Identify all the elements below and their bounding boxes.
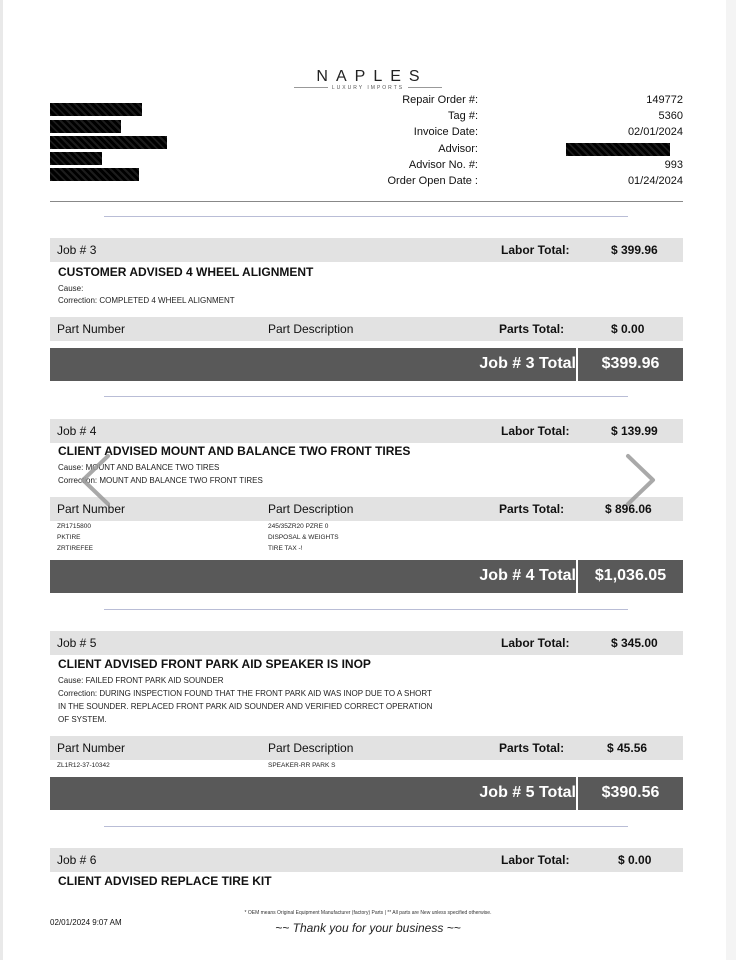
job-5-correction-line: IN THE SOUNDER. REPLACED FRONT PARK AID SOUNDER AND VERIFIED CORRECT OPERATION: [58, 702, 433, 711]
order-open-date-value: 01/24/2024: [627, 175, 683, 187]
part-number-cell: PKTIRE: [57, 534, 81, 541]
job-5-correction-line: Correction: DURING INSPECTION FOUND THAT THE FRONT PARK AID WAS INOP DUE TO A SHORT: [58, 689, 432, 698]
part-description-cell: SPEAKER-RR PARK S: [268, 762, 336, 769]
chevron-left-icon[interactable]: [78, 452, 112, 508]
job-5-parts-total: $ 45.56: [607, 741, 648, 755]
job-5-parts-header: [50, 736, 683, 760]
job-4-total-label: Job # 4 Total: [479, 567, 576, 584]
job-3-title: CUSTOMER ADVISED 4 WHEEL ALIGNMENT: [58, 265, 314, 279]
job-5-total-label: Job # 5 Total: [479, 784, 576, 801]
parts-total-label: Parts Total:: [499, 322, 565, 336]
labor-total-label: Labor Total:: [501, 424, 570, 438]
part-number-cell: ZRTIREFEE: [57, 545, 93, 552]
tag-value: 5360: [658, 110, 683, 122]
footer-note: * OEM means Original Equipment Manufacturer (factory) Parts | ** All parts are New unless specified otherwise.: [244, 910, 492, 916]
job-3-cause: Cause:: [58, 284, 84, 293]
job-4-header: [50, 419, 683, 443]
job-4-total-amount: $1,036.05: [594, 567, 667, 584]
section-divider: [104, 396, 628, 397]
job-5-total-amount: $390.56: [601, 784, 660, 801]
redacted-customer-line: [50, 103, 142, 116]
job-3-number: Job # 3: [57, 243, 97, 257]
job-4-total-bar: [50, 560, 683, 593]
section-divider: [104, 609, 628, 610]
job-4-title: CLIENT ADVISED MOUNT AND BALANCE TWO FRONT TIRES: [58, 444, 411, 458]
job-4-parts-total: $ 896.06: [605, 502, 652, 516]
labor-total-label: Labor Total:: [501, 636, 570, 650]
job-4-cause: Cause: MOUNT AND BALANCE TWO TIRES: [58, 463, 220, 472]
page-edge-right: [726, 0, 736, 960]
job-4-number: Job # 4: [57, 424, 97, 438]
print-timestamp: 02/01/2024 9:07 AM: [50, 918, 122, 927]
redacted-customer-line: [50, 120, 121, 133]
part-description-cell: TIRE TAX -!: [268, 545, 303, 552]
job-5-total-bar: [50, 777, 683, 810]
header-divider: [50, 201, 683, 202]
part-number-cell: ZR1715800: [57, 523, 91, 530]
part-number-cell: ZL1R12-37-10342: [57, 762, 110, 769]
invoice-date-label: Invoice Date:: [413, 126, 478, 138]
dealer-logo: [0, 68, 736, 91]
repair-order-label: Repair Order #:: [402, 94, 478, 106]
job-3-total-amount: $399.96: [601, 355, 660, 372]
job-5-title: CLIENT ADVISED FRONT PARK AID SPEAKER IS INOP: [58, 657, 371, 671]
part-number-header: Part Number: [57, 322, 126, 336]
job-3-header: [50, 238, 683, 262]
job-5-number: Job # 5: [57, 636, 97, 650]
invoice-date-value: 02/01/2024: [627, 126, 683, 138]
part-number-header: Part Number: [57, 502, 126, 516]
job-3-total-bar: [50, 348, 683, 381]
job-3-correction: Correction: COMPLETED 4 WHEEL ALIGNMENT: [58, 296, 235, 305]
page-edge-left: [0, 0, 3, 960]
order-open-date-label: Order Open Date :: [387, 175, 478, 187]
advisor-no-value: 993: [664, 159, 683, 171]
job-3-labor-total: $ 399.96: [611, 243, 658, 257]
logo-brand: NAPLES: [316, 68, 428, 85]
part-number-header: Part Number: [57, 741, 126, 755]
redacted-customer-line: [50, 168, 139, 181]
job-3-parts-total: $ 0.00: [611, 322, 645, 336]
job-4-correction: Correction: MOUNT AND BALANCE TWO FRONT TIRES: [58, 476, 263, 485]
part-description-header: Part Description: [268, 741, 354, 755]
advisor-label: Advisor:: [438, 143, 478, 155]
job-5-header: [50, 631, 683, 655]
tag-label: Tag #:: [448, 110, 478, 122]
repair-order-value: 149772: [646, 94, 683, 106]
section-divider: [104, 216, 628, 217]
labor-total-label: Labor Total:: [501, 243, 570, 257]
redacted-customer-line: [50, 152, 102, 165]
parts-total-label: Parts Total:: [499, 741, 565, 755]
chevron-right-icon[interactable]: [624, 452, 658, 508]
advisor-no-label: Advisor No. #:: [408, 159, 478, 171]
job-6-header: [50, 848, 683, 872]
redacted-customer-line: [50, 136, 167, 149]
job-6-labor-total: $ 0.00: [618, 853, 652, 867]
labor-total-label: Labor Total:: [501, 853, 570, 867]
job-5-labor-total: $ 345.00: [611, 636, 658, 650]
parts-total-label: Parts Total:: [499, 502, 565, 516]
job-4-parts-header: [50, 497, 683, 521]
job-3-total-label: Job # 3 Total: [479, 355, 576, 372]
job-6-number: Job # 6: [57, 853, 97, 867]
section-divider: [104, 826, 628, 827]
job-5-correction-line: OF SYSTEM.: [58, 715, 107, 724]
part-description-header: Part Description: [268, 322, 354, 336]
job-4-labor-total: $ 139.99: [611, 424, 658, 438]
part-description-header: Part Description: [268, 502, 354, 516]
part-description-cell: DISPOSAL & WEIGHTS: [268, 534, 339, 541]
job-3-parts-header: [50, 317, 683, 341]
job-5-cause: Cause: FAILED FRONT PARK AID SOUNDER: [58, 676, 224, 685]
redacted-advisor-name: [566, 143, 670, 156]
logo-subtitle: LUXURY IMPORTS: [0, 85, 736, 91]
part-description-cell: 245/35ZR20 PZRE 0: [268, 523, 329, 530]
thank-you-message: ~~ Thank you for your business ~~: [275, 921, 461, 935]
job-6-title: CLIENT ADVISED REPLACE TIRE KIT: [58, 874, 272, 888]
